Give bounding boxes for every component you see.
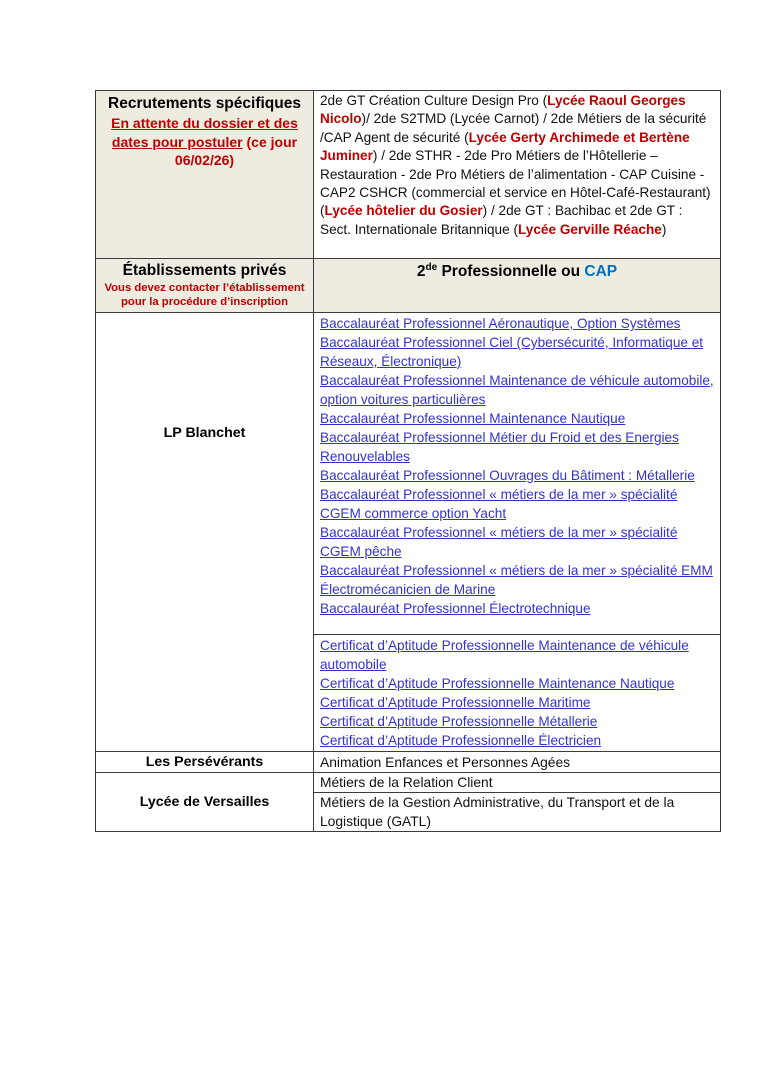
table-row-perseverants [96,752,721,773]
program-relation-client: Métiers de la Relation Client [314,773,721,793]
waiting-note-date: (ce jour 06/02/26) [174,133,298,168]
program-link[interactable]: Certificat d’Aptitude Professionnelle Maintenance de véhicule automobile [320,638,689,672]
lycee-name-highlight: Lycée Gerty Archimede et Bertène Juminer [320,129,690,164]
program-link[interactable]: Baccalauréat Professionnel Électrotechnique [320,601,591,616]
program-link[interactable]: Baccalauréat Professionnel Maintenance Nautique [320,411,626,426]
recrutements-header-cell [96,91,314,259]
recrutements-detail-cell [314,91,721,259]
program-link[interactable]: Baccalauréat Professionnel « métiers de la mer » spécialité CGEM commerce option Yacht [320,487,678,521]
bac-links-cell [314,313,721,635]
lycee-name-highlight: Lycée Raoul Georges Nicolo [320,93,686,127]
program-link[interactable]: Baccalauréat Professionnel Ouvrages du Bâtiment : Métallerie [320,468,695,483]
grade-superscript: de [425,262,438,273]
waiting-note-underlined: En attente du dossier et des dates pour postuler [111,115,298,150]
text-segment: ) [661,221,667,237]
school-name-lp-blanchet: LP Blanchet [96,313,314,752]
program-link[interactable]: Baccalauréat Professionnel Aéronautique, Option Systèmes [320,316,681,331]
text-segment: 2de GT Création Culture Design Pro ( [320,93,548,108]
waiting-note [104,114,305,170]
program-link[interactable]: Baccalauréat Professionnel « métiers de la mer » spécialité EMM Électromécanicien de Marine [320,563,713,597]
table-row-prives-header [96,259,721,313]
lycee-name-highlight: Lycée hôtelier du Gosier [324,203,483,219]
program-link[interactable]: Baccalauréat Professionnel « métiers de la mer » spécialité CGEM pêche [320,525,678,559]
etablissements-prives-cell [96,259,314,313]
cap-label: CAP [584,263,618,281]
school-name-versailles: Lycée de Versailles [96,773,314,832]
program-animation: Animation Enfances et Personnes Agées [314,752,721,773]
program-link[interactable]: Certificat d’Aptitude Professionnelle Métallerie [320,714,598,729]
cap-links-cell [314,635,721,752]
column-header-2de-pro-cap [314,259,721,313]
program-link[interactable]: Baccalauréat Professionnel Ciel (Cybersécurité, Informatique et Réseaux, Électronique) [320,335,704,369]
recrutements-title: Recrutements spécifiques [108,95,301,112]
program-gatl: Métiers de la Gestion Administrative, du Transport et de la Logistique (GATL) [314,793,721,832]
programs-table [95,90,721,832]
contact-note: Vous devez contacter l’établissement pour la procédure d’inscription [104,282,305,308]
program-link[interactable]: Certificat d’Aptitude Professionnelle Maritime [320,695,591,710]
text-segment: ) / 2de GT : Bachibac et 2de GT : Sect. Internationale Britannique ( [320,203,683,237]
text-segment: )/ 2de S2TMD (Lycée Carnot) / 2de Métiers de la sécurité /CAP Agent de sécurité ( [320,111,707,145]
text-segment: ) / 2de STHR - 2de Pro Métiers de l’Hôtellerie – Restauration - 2de Pro Métiers de l’alimentation - CAP Cuisine - CAP2 CSHCR (commercial et service en Hôtel-Café-Restaurant) ( [320,148,711,219]
table-row-recrutements [96,91,721,259]
table-row-lp-blanchet-bac [96,313,721,635]
grade-number: 2 [416,263,426,281]
header-mid-text: Professionnelle ou [437,263,585,281]
program-link[interactable]: Certificat d’Aptitude Professionnelle Maintenance Nautique [320,676,675,691]
program-link[interactable]: Certificat d’Aptitude Professionnelle Électricien [320,733,602,748]
program-link[interactable]: Baccalauréat Professionnel Maintenance de véhicule automobile, option voitures particulières [320,373,714,407]
table-row-versailles-1 [96,773,721,793]
lycee-name-highlight: Lycée Gerville Réache [518,221,662,237]
etablissements-prives-title: Établissements privés [122,262,287,279]
program-link[interactable]: Baccalauréat Professionnel Métier du Froid et des Energies Renouvelables [320,430,679,464]
school-name-perseverants: Les Persévérants [96,752,314,773]
